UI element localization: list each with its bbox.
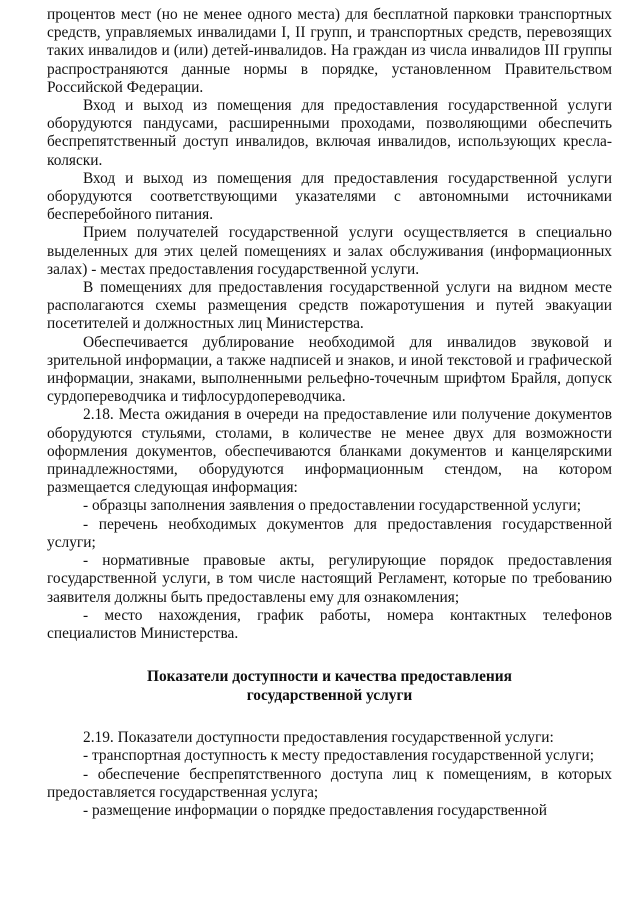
paragraph-2-19: 2.19. Показатели доступности предоставления государственной услуги: [83,729,554,747]
paragraph-reception: Прием получателей государственной услуги осуществляется в специально выделенных для этих целей помещениях и залах обслуживания (информационных залах) - местах предоставления государственной услуги. [47,224,612,278]
list-item-samples: - образцы заполнения заявления о предоставлении государственной услуги; [83,497,582,515]
section-heading [47,667,612,705]
paragraph-ramps: Вход и выход из помещения для предоставления государственной услуги оборудуются пандусами, расширенными проходами, позволяющими обеспечить беспрепятственный доступ инвалидов, включая инвалидов, использующих кресла-коляски. [47,97,612,169]
paragraph-evacuation: В помещениях для предоставления государственной услуги на видном месте располагаются схемы размещения средств пожаротушения и путей эвакуации посетителей и должностных лиц Министерства. [47,279,612,333]
paragraph-signs: Вход и выход из помещения для предоставления государственной услуги оборудуются соответствующими указателями с автономными источниками бесперебойного питания. [47,169,612,224]
list-item-location: - место нахождения, график работы, номера контактных телефонов специалистов Министерства. [47,606,612,642]
list-item-legal-acts: - нормативные правовые акты, регулирующие порядок предоставления государственной услуги, в том числе настоящий Регламент, которые по требованию заявителя должны быть предоставлены ему для ознакомления; [47,552,612,606]
paragraph-braille: Обеспечивается дублирование необходимой для инвалидов звуковой и зрительной информации, а также надписей и знаков, и иной текстовой и графической информации, знаками, выполненными рельефно-точечным шрифтом Брайля, допуск сурдопереводчика и тифлосурдопереводчика. [47,333,612,406]
paragraph-2-18: 2.18. Места ожидания в очереди на предоставление или получение документов оборудуются стульями, столами, в количестве не менее двух для возможности оформления документов, обеспечиваются бланками документов и канцелярскими принадлежностями, оборудуются информационным стендом, на котором размещается следующая информация: [47,406,612,497]
section-heading-line2: государственной услуги [246,687,413,705]
list-item-transport: - транспортная доступность к месту предоставления государственной услуги; [83,747,595,765]
section-heading-line1: Показатели доступности и качества предоставления [147,668,512,686]
list-item-documents: - перечень необходимых документов для предоставления государственной услуги; [47,515,612,551]
list-item-info: - размещение информации о порядке предоставления государственной [83,801,547,819]
paragraph-parking: процентов мест (но не менее одного места) для бесплатной парковки транспортных средств, управляемых инвалидами I, II групп, и транспортных средств, перевозящих таких инвалидов и (или) детей-инвалидов. На граждан из числа инвалидов III группы распространяются данные нормы в порядке, установленном Правительством Российской Федерации. [47,6,612,96]
list-item-access: - обеспечение беспрепятственного доступа лиц к помещениям, в которых предоставляется государственная услуга; [47,765,612,801]
